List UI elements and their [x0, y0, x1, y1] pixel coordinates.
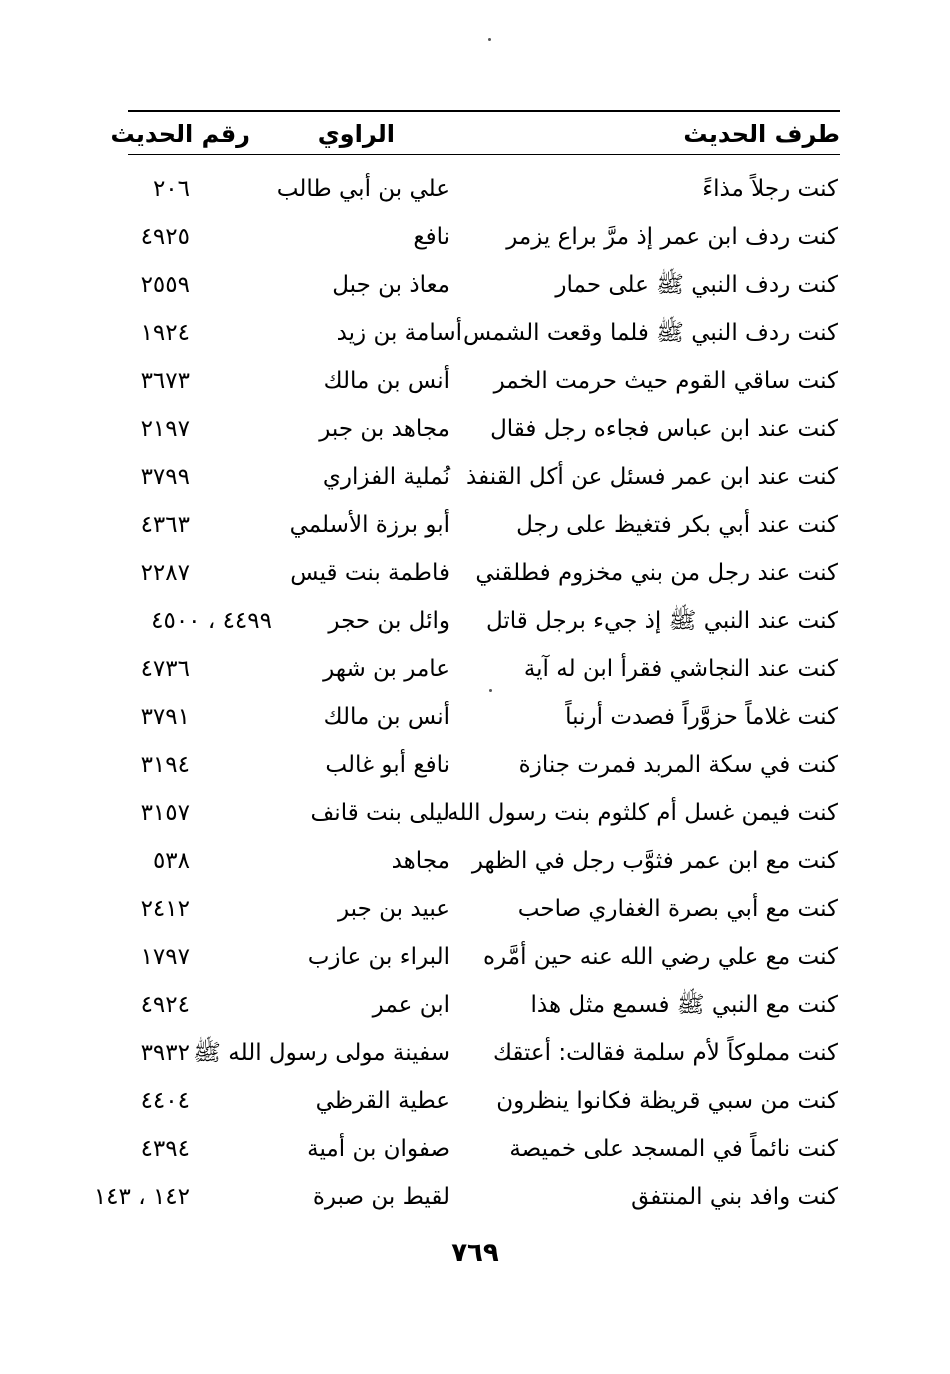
- hadith-tarf: كنت ردف النبي ﷺ فلما وقعت الشمس: [463, 320, 838, 346]
- table-row: [0, 1174, 950, 1221]
- hadith-number: ٣١٩٤: [140, 752, 190, 778]
- hadith-rawi: نافع أبو غالب: [325, 752, 450, 778]
- hadith-number: ٤٣٩٤: [140, 1136, 190, 1162]
- hadith-number: ٤٩٢٥: [140, 224, 190, 250]
- hadith-number: ٢٥٥٩: [140, 272, 190, 298]
- hadith-rawi: صفوان بن أمية: [307, 1136, 450, 1162]
- hadith-tarf: كنت ساقي القوم حيث حرمت الخمر: [493, 368, 838, 394]
- hadith-rawi: مجاهد بن جبر: [319, 416, 450, 442]
- hadith-tarf: كنت في سكة المربد فمرت جنازة: [518, 752, 838, 778]
- table-row: [0, 886, 950, 933]
- table-row: [0, 934, 950, 981]
- table-row: [0, 1126, 950, 1173]
- hadith-number: ٣٦٧٣: [140, 368, 190, 394]
- table-row: [0, 166, 950, 213]
- hadith-tarf: كنت غلاماً حزوَّراً فصدت أرنباً: [565, 704, 838, 730]
- table-row: [0, 790, 950, 837]
- hadith-rawi: أنس بن مالك: [323, 704, 450, 730]
- hadith-rawi: البراء بن عازب: [307, 944, 450, 970]
- hadith-rawi: عبيد بن جبر: [337, 896, 450, 922]
- top-rule: [128, 110, 840, 112]
- hadith-tarf: كنت مع علي رضي الله عنه حين أمَّره: [483, 944, 838, 970]
- hadith-rawi: نُملية الفزاري: [322, 464, 450, 490]
- table-row: [0, 406, 950, 453]
- hadith-tarf: كنت من سبي قريظة فكانوا ينظرون: [496, 1088, 838, 1114]
- column-header-number: رقم الحديث: [110, 120, 250, 148]
- table-row: [0, 1078, 950, 1125]
- table-row: [0, 982, 950, 1029]
- table-row: [0, 214, 950, 261]
- hadith-tarf: كنت عند رجل من بني مخزوم فطلقني: [475, 560, 838, 586]
- hadith-tarf: كنت عند ابن عباس فجاءه رجل فقال: [490, 416, 838, 442]
- hadith-tarf: كنت عند أبي بكر فتغيظ على رجل: [516, 512, 838, 538]
- hadith-number: ٥٣٨: [152, 848, 190, 874]
- hadith-rawi: ابن عمر: [372, 992, 450, 1018]
- hadith-rawi: مجاهد: [391, 848, 450, 874]
- hadith-tarf: كنت عند ابن عمر فسئل عن أكل القنفذ: [466, 464, 838, 490]
- hadith-number: ٢١٩٧: [140, 416, 190, 442]
- hadith-tarf: كنت فيمن غسل أم كلثوم بنت رسول الله: [447, 800, 838, 826]
- table-row: [0, 694, 950, 741]
- hadith-rawi: ليلى بنت قانف: [310, 800, 450, 826]
- table-row: [0, 310, 950, 357]
- hadith-tarf: كنت مع أبي بصرة الغفاري صاحب: [517, 896, 838, 922]
- hadith-rawi: عطية القرظي: [315, 1088, 450, 1114]
- table-row: [0, 838, 950, 885]
- hadith-number: ٤٤٩٩ ، ٤٥٠٠: [151, 608, 272, 634]
- hadith-number: ١٩٢٤: [140, 320, 190, 346]
- hadith-number: ٣٩٣٢: [140, 1040, 190, 1066]
- table-row: [0, 262, 950, 309]
- hadith-tarf: كنت عند النبي ﷺ إذ جيء برجل قاتل: [485, 608, 838, 634]
- hadith-rawi: أبو برزة الأسلمي: [289, 512, 450, 538]
- hadith-number: ١٤٢ ، ١٤٣: [93, 1184, 190, 1210]
- hadith-tarf: كنت ردف النبي ﷺ على حمار: [555, 272, 838, 298]
- hadith-rawi: نافع: [413, 224, 450, 250]
- hadith-number: ٤٧٣٦: [140, 656, 190, 682]
- scan-speck: [488, 38, 491, 41]
- hadith-number: ٢٢٨٧: [140, 560, 190, 586]
- hadith-rawi: فاطمة بنت قيس: [290, 560, 450, 586]
- hadith-number: ٤٣٦٣: [140, 512, 190, 538]
- hadith-number: ٢٤١٢: [140, 896, 190, 922]
- table-row: [0, 598, 950, 645]
- table-row: [0, 1030, 950, 1077]
- hadith-tarf: كنت مملوكاً لأم سلمة فقالت: أعتقك: [492, 1040, 838, 1066]
- hadith-tarf: كنت رجلاً مذاءً: [702, 176, 838, 202]
- hadith-tarf: كنت عند النجاشي فقرأ ابن له آية: [523, 656, 838, 682]
- table-row: [0, 502, 950, 549]
- hadith-number: ٤٩٢٤: [140, 992, 190, 1018]
- hadith-rawi: أنس بن مالك: [323, 368, 450, 394]
- column-header-tarf: طرف الحديث: [683, 120, 840, 148]
- hadith-rawi: سفينة مولى رسول الله ﷺ: [193, 1040, 450, 1066]
- hadith-number: ٤٤٠٤: [140, 1088, 190, 1114]
- hadith-number: ٣١٥٧: [140, 800, 190, 826]
- hadith-rawi: وائل بن حجر: [328, 608, 450, 634]
- hadith-tarf: كنت مع النبي ﷺ فسمع مثل هذا: [530, 992, 838, 1018]
- hadith-tarf: كنت نائماً في المسجد على خميصة: [509, 1136, 838, 1162]
- table-row: [0, 742, 950, 789]
- header-rule: [128, 154, 840, 155]
- hadith-tarf: كنت وافد بني المنتفق: [631, 1184, 838, 1210]
- hadith-rawi: لقيط بن صبرة: [312, 1184, 450, 1210]
- table-row: [0, 358, 950, 405]
- hadith-rawi: معاذ بن جبل: [332, 272, 450, 298]
- hadith-tarf: كنت ردف ابن عمر إذ مرَّ براع يزمر: [506, 224, 838, 250]
- hadith-number: ٢٠٦: [152, 176, 190, 202]
- table-row: [0, 550, 950, 597]
- hadith-rawi: عامر بن شهر: [323, 656, 450, 682]
- column-header-rawi: الراوي: [317, 120, 395, 148]
- hadith-rawi: أسامة بن زيد: [336, 320, 462, 346]
- hadith-tarf: كنت مع ابن عمر فثوَّب رجل في الظهر: [471, 848, 838, 874]
- table-row: [0, 646, 950, 693]
- hadith-rawi: علي بن أبي طالب: [276, 176, 450, 202]
- page-number: ٧٦٩: [451, 1238, 499, 1268]
- hadith-number: ٣٧٩٩: [140, 464, 190, 490]
- table-row: [0, 454, 950, 501]
- hadith-number: ٣٧٩١: [140, 704, 190, 730]
- hadith-number: ١٧٩٧: [140, 944, 190, 970]
